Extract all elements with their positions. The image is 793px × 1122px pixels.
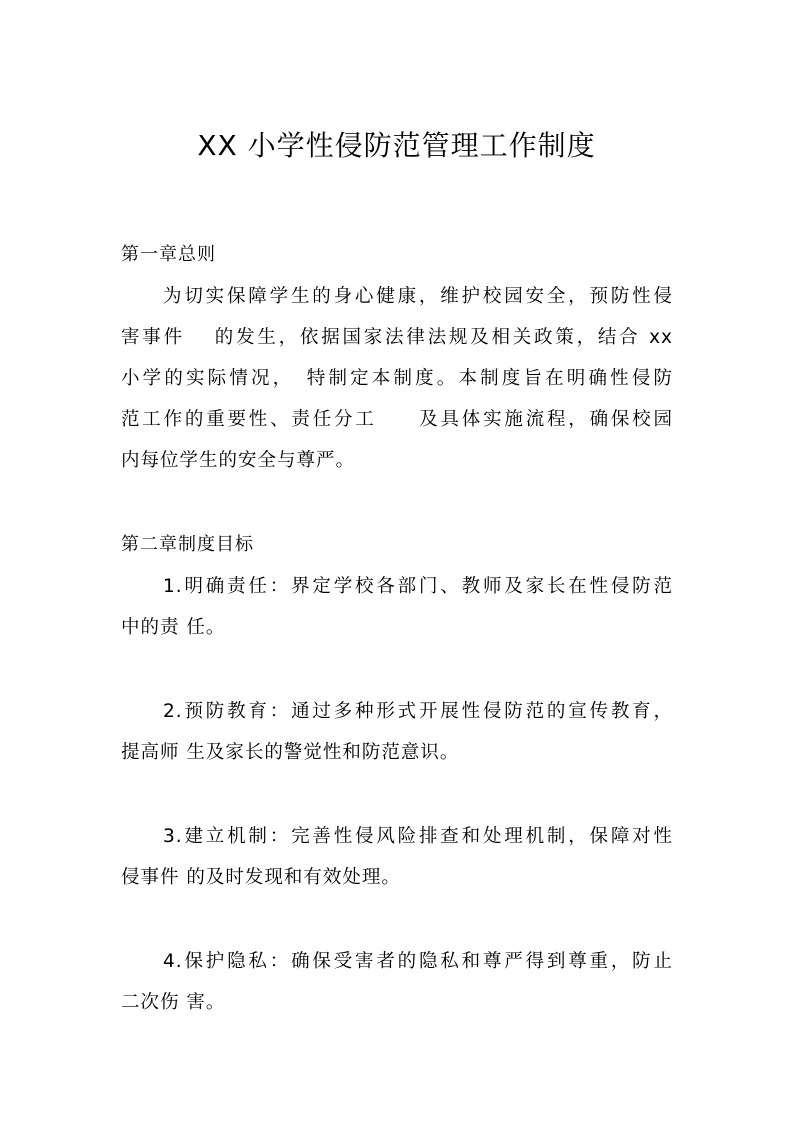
chapter-1-line-5: 内每位学生的安全与尊严。	[121, 450, 356, 471]
chapter-1-line-4: 范工作的重要性、责任分工 及具体实施流程，确保校园	[121, 409, 673, 430]
chapter-1-line-2: 害事件 的发生，依据国家法律法规及相关政策，结合 xx	[121, 327, 673, 348]
goal-2-line-1: 2.预防教育：通过多种形式开展性侵防范的宣传教育，	[163, 701, 673, 722]
goal-4-line-1: 4.保护隐私：确保受害者的隐私和尊严得到尊重，防止	[163, 951, 673, 972]
chapter-1-line-3: 小学的实际情况， 特制定本制度。本制度旨在明确性侵防	[121, 368, 673, 389]
chapter-1-line-1: 为切实保障学生的身心健康，维护校园安全，预防性侵	[163, 286, 673, 307]
goal-3-line-1: 3.建立机制：完善性侵风险排查和处理机制，保障对性	[163, 826, 673, 847]
goal-1-line-2: 中的责 任。	[121, 617, 226, 638]
goal-2-line-2: 提高师 生及家长的警觉性和防范意识。	[121, 742, 460, 763]
chapter-2-heading: 第二章制度目标	[121, 534, 254, 555]
document-title: XX 小学性侵防范管理工作制度	[197, 129, 596, 162]
chapter-1-heading: 第一章总则	[121, 244, 216, 265]
goal-1-line-1: 1.明确责任：界定学校各部门、教师及家长在性侵防范	[163, 576, 673, 597]
goal-4-line-2: 二次伤 害。	[121, 992, 226, 1013]
goal-3-line-2: 侵事件 的及时发现和有效处理。	[121, 867, 401, 888]
